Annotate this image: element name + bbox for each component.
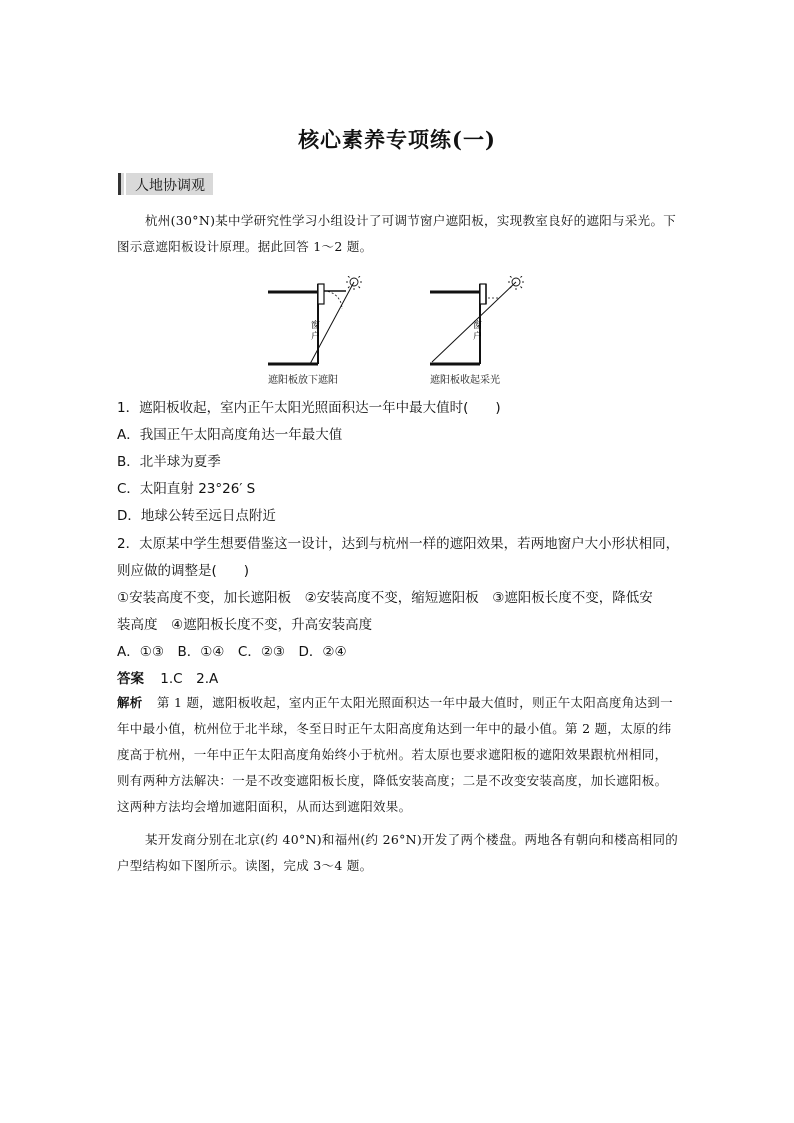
section-label: 人地协调观 <box>135 178 205 194</box>
question-1-option-b: B．北半球为夏季 <box>117 454 221 470</box>
answer-line <box>117 667 218 687</box>
rotation-arc <box>324 291 342 309</box>
question-1-option-c: C．太阳直射 23°26′ S <box>117 481 256 497</box>
window-label-1: 窗 <box>473 321 483 331</box>
answer-label: 答案 <box>117 671 144 687</box>
question-2-stem-line-2: 则应做的调整是( ) <box>117 563 250 579</box>
window-label-1: 窗 <box>311 321 321 331</box>
question-2-stem-line-1: 2．太原某中学生想要借鉴这一设计，达到与杭州一样的遮阳效果，若两地窗户大小形状相同， <box>117 536 680 552</box>
analysis-paragraph <box>117 690 679 820</box>
intro-paragraph-2: 某开发商分别在北京(约 40°N)和福州(约 26°N)开发了两个楼盘。两地各有朝向和楼高相同的户型结构如下图所示。读图，完成 3～4 题。 <box>117 832 679 873</box>
question-1-option-a: A．我国正午太阳高度角达一年最大值 <box>117 427 343 443</box>
window-label-2: 户 <box>473 332 483 342</box>
section-header <box>118 173 213 195</box>
sun-icon <box>508 276 524 290</box>
answer-value: 1.C 2.A <box>160 671 219 687</box>
analysis-text: 第 1 题，遮阳板收起，室内正午太阳光照面积达一年中最大值时，则正午太阳高度角达到一年中最小值，杭州位于北半球，冬至日时正午太阳高度角达到一年中的最小值。第 2 题，太原的纬度高于杭州，一年中正午太阳高度角始终小于杭州。若太原也要求遮阳板的遮阳效果跟杭州相同，则有两种方法解决：一是不改变遮阳板长度，降低安装高度；二是不改变安装高度，加长遮阳板。这两种方法均会增加遮阳面积，从而达到遮阳效果。 <box>117 695 673 814</box>
figure-caption-left: 遮阳板放下遮阳 <box>268 375 338 386</box>
shade-lowered-diagram <box>262 276 362 370</box>
window-frame-top <box>318 284 324 304</box>
question-1-option-d: D．地球公转至远日点附近 <box>117 508 276 524</box>
window-frame-top <box>480 284 486 304</box>
window-label-2: 户 <box>311 332 321 342</box>
question-1-stem: 1．遮阳板收起，室内正午太阳光照面积达一年中最大值时( ) <box>117 400 501 416</box>
page-title: 核心素养专项练(一) <box>298 127 496 152</box>
question-2-choices: A．①③ B．①④ C．②③ D．②④ <box>117 644 347 660</box>
analysis-label: 解析 <box>117 695 143 710</box>
intro-paragraph-1: 杭州(30°N)某中学研究性学习小组设计了可调节窗户遮阳板，实现教室良好的遮阳与采光。下图示意遮阳板设计原理。据此回答 1～2 题。 <box>117 213 677 254</box>
figure-caption-right: 遮阳板收起采光 <box>430 375 500 386</box>
question-2-options-line-1: ①安装高度不变，加长遮阳板 ②安装高度不变，缩短遮阳板 ③遮阳板长度不变，降低安 <box>117 590 653 606</box>
shade-raised-diagram <box>424 276 524 370</box>
question-2-options-line-2: 装高度 ④遮阳板长度不变，升高安装高度 <box>117 617 373 633</box>
